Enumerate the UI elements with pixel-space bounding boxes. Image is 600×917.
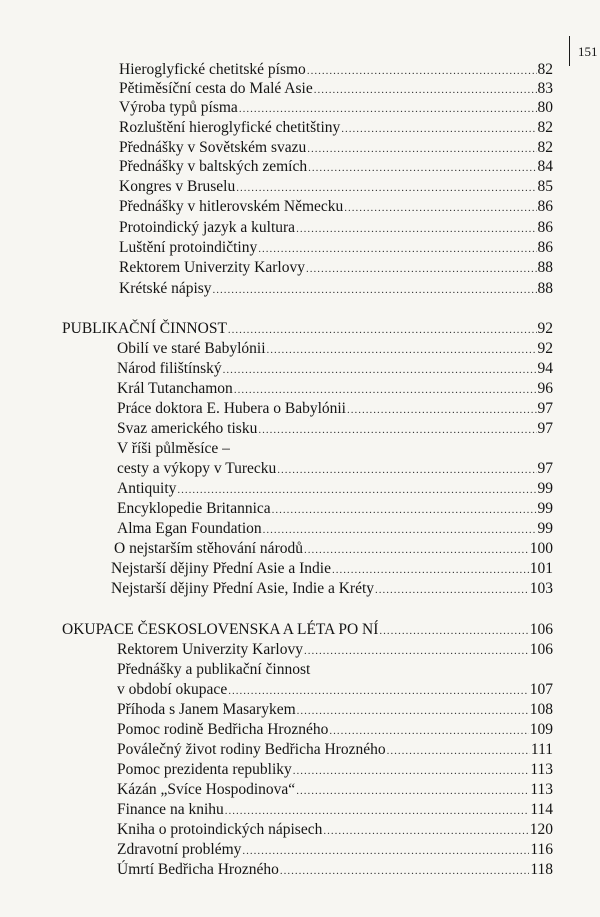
toc-entry: Alma Egan Foundation ..... 99 [117, 519, 553, 539]
toc-entry: Nejstarší dějiny Přední Asie a Indie ..... 101 [111, 559, 553, 579]
toc-entry: O nejstarším stěhování národů ..... 100 [114, 539, 553, 559]
toc-entry: Hieroglyfické chetitské písmo ..... 82 [119, 60, 553, 80]
toc-entry: Úmrtí Bedřicha Hrozného ..... 118 [117, 860, 553, 880]
toc-entry: Rozluštění hieroglyfické chetitštiny ..... 82 [119, 118, 553, 138]
toc-entry: Rektorem Univerzity Karlovy ..... 106 [117, 640, 553, 660]
toc-entry: cesty a výkopy v Turecku ..... 97 [117, 459, 553, 479]
toc-entry: v období okupace ..... 107 [117, 680, 553, 700]
page-number: 151 [578, 44, 598, 59]
toc-entry: Encyklopedie Britannica ..... 99 [117, 499, 553, 519]
toc-entry: Kongres v Bruselu ..... 85 [119, 177, 553, 197]
toc-entry: Finance na knihu ..... 114 [117, 800, 553, 820]
toc-entry: Svaz amerického tisku ..... 97 [117, 419, 553, 439]
toc-entry: Kniha o protoindických nápisech ..... 120 [117, 820, 553, 840]
toc-entry: Národ filištínský ..... 94 [117, 359, 553, 379]
toc-entry: Pětiměsíční cesta do Malé Asie ..... 83 [119, 79, 553, 99]
toc-entry: Král Tutanchamon ..... 96 [117, 379, 553, 399]
toc-entry: Poválečný život rodiny Bedřicha Hrozného ..... 111 [117, 740, 553, 760]
toc-entry: Krétské nápisy ..... 88 [119, 279, 553, 299]
toc-entry: Práce doktora E. Hubera o Babylónii ..... 97 [117, 399, 553, 419]
page-header-rule [569, 36, 570, 66]
toc-entry: Přednášky v Sovětském svazu ..... 82 [119, 138, 553, 158]
toc-entry: Přednášky v baltských zemích ..... 84 [119, 157, 553, 177]
toc-entry: Antiquity ..... 99 [117, 479, 553, 499]
toc-entry: V říši půlměsíce – [117, 440, 230, 457]
toc-entry: Příhoda s Janem Masarykem ..... 108 [117, 700, 553, 720]
toc-entry: Výroba typů písma ..... 80 [119, 98, 553, 118]
toc-entry: Rektorem Univerzity Karlovy ..... 88 [119, 258, 553, 278]
section-heading: PUBLIKAČNÍ ČINNOST ..... 92 [62, 319, 553, 339]
toc-entry: Pomoc rodině Bedřicha Hrozného ..... 109 [117, 720, 553, 740]
toc-entry: Protoindický jazyk a kultura ..... 86 [119, 218, 553, 238]
toc-entry: Kázán „Svíce Hospodinova“ ..... 113 [117, 780, 553, 800]
toc-entry: Obilí ve staré Babylónii ..... 92 [117, 339, 553, 359]
toc-entry: Nejstarší dějiny Přední Asie, Indie a Kréty ..... 103 [111, 579, 553, 599]
toc-entry: Přednášky v hitlerovském Německu ..... 86 [119, 197, 553, 217]
toc-entry: Přednášky a publikační činnost [117, 661, 311, 678]
toc-entry: Pomoc prezidenta republiky ..... 113 [117, 760, 553, 780]
section-heading: OKUPACE ČESKOSLOVENSKA A LÉTA PO NÍ ..... 106 [62, 620, 553, 640]
toc-entry: Luštění protoindičtiny ..... 86 [119, 238, 553, 258]
toc-entry: Zdravotní problémy ..... 116 [117, 840, 553, 860]
